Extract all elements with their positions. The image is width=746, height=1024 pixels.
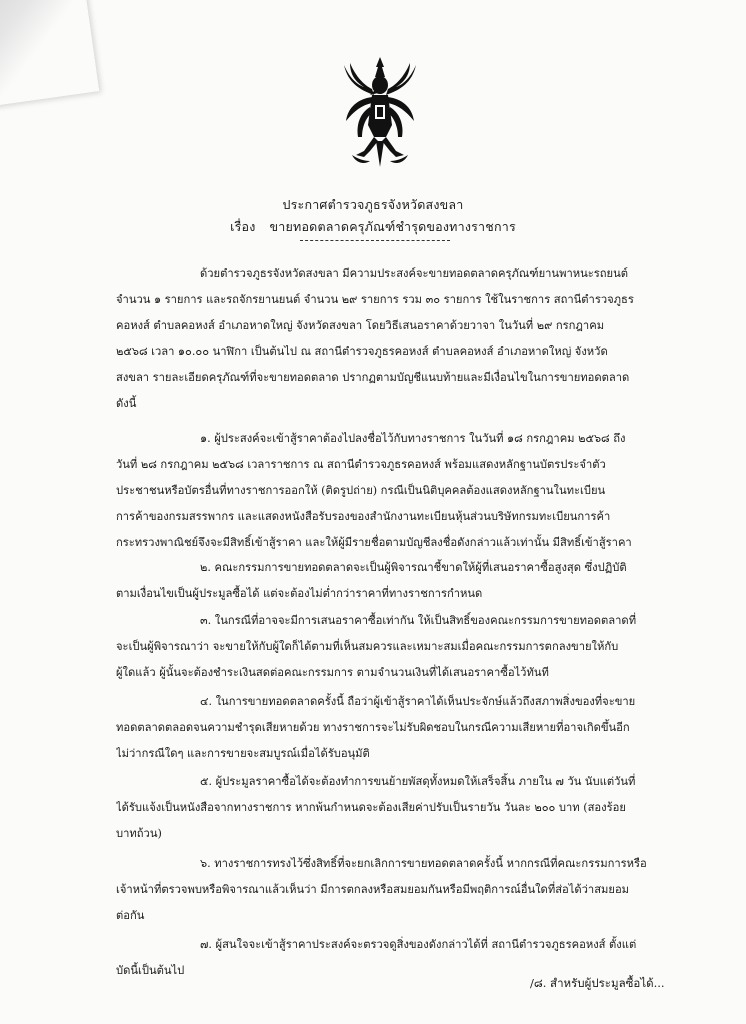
body-line: จะเป็นผู้พิจารณาว่า จะขายให้กับผู้ใดก็ได้ตามที่เห็นสมควรและเหมาะสมเมื่อคณะกรรมการตกลงขายให้กับ [116,640,619,653]
subject-label: เรื่อง [230,219,256,234]
clause-4-line: ๔. ในการขายทอดตลาดครั้งนี้ ถือว่าผู้เข้าสู้ราคาได้เห็นประจักษ์แล้วถึงสภาพสิ่งของที่จะขาย [200,695,636,708]
clause-6-line: ๖. ทางราชการทรงไว้ซึ่งสิทธิ์ที่จะยกเลิกการขายทอดตลาดครั้งนี้ หากกรณีที่คณะกรรมการหรือ [200,857,647,870]
body-line: กระทรวงพาณิชย์จึงจะมีสิทธิ์เข้าสู้ราคา และให้ผู้มีรายชื่อตามบัญชีลงชื่อดังกล่าวแล้วเท่านั้น มีสิทธิ์เข้าสู้ราคา [116,536,632,549]
body-line: บาทถ้วน) [116,827,162,840]
body-line: ทอดตลาดตลอดจนความชำรุดเสียหายด้วย ทางราชการจะไม่รับผิดชอบในกรณีความเสียหายที่อาจเกิดขึ้นอีก [116,721,630,734]
body-line: เจ้าหน้าที่ตรวจพบหรือพิจารณาแล้วเห็นว่า มีการตกลงหรือสมยอมกันหรือมีพฤติการณ์อื่นใดที่ส่อได้ว่าสมยอม [116,883,630,896]
body-line: ดังนี้ [116,397,137,410]
body-line: ประชาชนหรือบัตรอื่นที่ทางราชการออกให้ (ติดรูปถ่าย) กรณีเป็นนิติบุคคลต้องแสดงหลักฐานในทะเบียน [116,484,606,497]
page-corner-fold [0,0,99,108]
body-line: การค้าของกรมสรรพากร และแสดงหนังสือรับรองของสำนักงานทะเบียนหุ้นส่วนบริษัทกรมทะเบียนการค้า [116,510,611,523]
body-line: สงขลา รายละเอียดครุภัณฑ์ที่จะขายทอดตลาด ปรากฏตามบัญชีแนบท้ายและมีเงื่อนไขในการขายทอดตลาด [116,371,630,384]
garuda-emblem-icon [340,55,420,170]
title-divider [300,240,450,241]
body-line: ไม่ว่ากรณีใดๆ และการขายจะสมบูรณ์เมื่อได้รับอนุมัติ [116,747,370,760]
clause-2-line: ๒. คณะกรรมการขายทอดตลาดจะเป็นผู้พิจารณาชี้ขาดให้ผู้ที่เสนอราคาซื้อสูงสุด ซึ่งปฏิบัติ [200,561,627,574]
body-line: ต่อกัน [116,909,145,922]
clause-1-line: ๑. ผู้ประสงค์จะเข้าสู้ราคาต้องไปลงชื่อไว้กับทางราชการ ในวันที่ ๑๘ กรกฎาคม ๒๕๖๘ ถึง [200,432,626,445]
clause-7-line: ๗. ผู้สนใจจะเข้าสู้ราคาประสงค์จะตรวจดูสิ่งของดังกล่าวได้ที่ สถานีตำรวจภูธรคอหงส์ ตั้งแต่ [200,938,637,951]
body-line: ด้วยตำรวจภูธรจังหวัดสงขลา มีความประสงค์จะขายทอดตลาดครุภัณฑ์ยานพาหนะรถยนต์ [200,267,629,280]
continuation-note: /๘. สำหรับผู้ประมูลซื้อได้... [530,976,665,990]
body-line: ๒๕๖๘ เวลา ๑๐.๐๐ นาฬิกา เป็นต้นไป ณ สถานีตำรวจภูธรคอหงส์ ตำบลคอหงส์ อำเภอหาดใหญ่ จังหวัด [116,345,608,358]
announcement-title: ประกาศตำรวจภูธรจังหวัดสงขลา [282,197,464,212]
clause-5-line: ๕. ผู้ประมูลราคาซื้อได้จะต้องทำการขนย้ายพัสดุทั้งหมดให้เสร็จสิ้น ภายใน ๗ วัน นับแต่วันที่ [200,775,636,788]
body-line: วันที่ ๒๘ กรกฎาคม ๒๕๖๘ เวลาราชการ ณ สถานีตำรวจภูธรคอหงส์ พร้อมแสดงหลักฐานบัตรประจำตัว [116,458,606,471]
body-line: บัดนี้เป็นต้นไป [116,964,185,977]
body-line: ตามเงื่อนไขเป็นผู้ประมูลซื้อได้ แต่จะต้องไม่ต่ำกว่าราคาที่ทางราชการกำหนด [116,587,483,600]
body-line: ผู้ใดแล้ว ผู้นั้นจะต้องชำระเงินสดต่อคณะกรรมการ ตามจำนวนเงินที่ได้เสนอราคาซื้อไว้ทันที [116,666,549,679]
body-line: จำนวน ๑ รายการ และรถจักรยานยนต์ จำนวน ๒๙ รายการ รวม ๓๐ รายการ ใช้ในราชการ สถานีตำรวจภูธร [116,293,634,306]
announcement-subject [0,217,746,237]
subject-text: ขายทอดตลาดครุภัณฑ์ชำรุดของทางราชการ [269,219,516,234]
body-line: คอหงส์ ตำบลคอหงส์ อำเภอหาดใหญ่ จังหวัดสงขลา โดยวิธีเสนอราคาด้วยวาจา ในวันที่ ๒๙ กรกฎาคม [116,319,605,332]
clause-3-line: ๓. ในกรณีที่อาจจะมีการเสนอราคาซื้อเท่ากัน ให้เป็นสิทธิ์ของคณะกรรมการขายทอดตลาดที่ [200,614,637,627]
body-line: ได้รับแจ้งเป็นหนังสือจากทางราชการ หากพ้นกำหนดจะต้องเสียค่าปรับเป็นรายวัน วันละ ๒๐๐ บาท (สองร้อย [116,801,626,814]
